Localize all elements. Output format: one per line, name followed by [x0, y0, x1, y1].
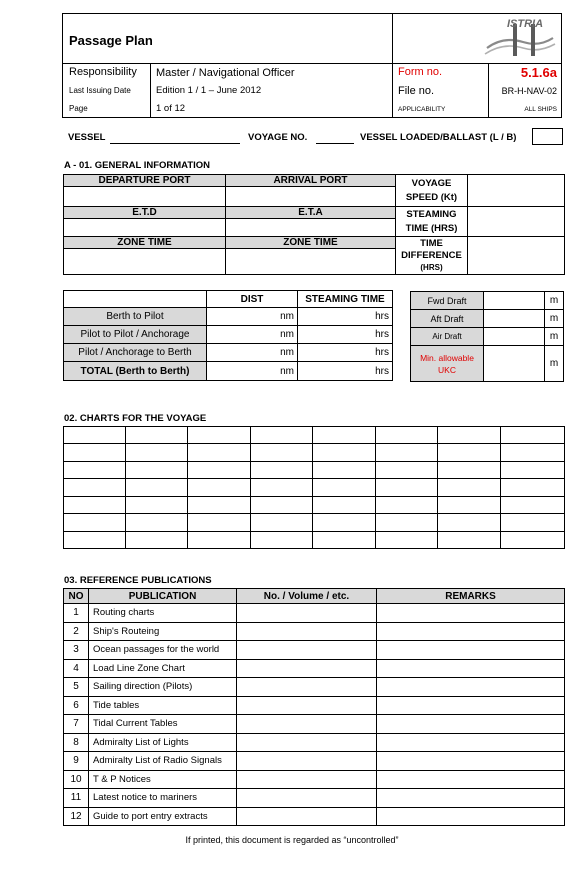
table-row	[411, 328, 564, 346]
vessel-field[interactable]	[110, 132, 240, 144]
table-row	[64, 514, 565, 532]
zone-time-header-2: ZONE TIME	[226, 237, 396, 249]
table-row	[64, 696, 565, 715]
table-row	[411, 346, 564, 382]
steaming-time-header: STEAMING TIME	[298, 291, 393, 308]
table-row	[64, 308, 393, 326]
remarks-field[interactable]	[377, 752, 565, 771]
zone-time-field-1[interactable]	[64, 249, 226, 275]
dist-unit[interactable]: nm	[207, 308, 298, 326]
chart-cell[interactable]	[376, 427, 438, 444]
table-row	[64, 427, 565, 444]
publication-no: 6	[64, 696, 89, 715]
chart-cell[interactable]	[376, 444, 438, 462]
chart-cell[interactable]	[64, 514, 126, 532]
chart-cell[interactable]	[251, 496, 313, 514]
publication-no: 8	[64, 733, 89, 752]
publication-no: 7	[64, 715, 89, 734]
publication-name: Tidal Current Tables	[89, 715, 237, 734]
chart-cell[interactable]	[313, 461, 376, 479]
eta-field[interactable]	[226, 219, 396, 237]
table-row	[64, 362, 393, 381]
table-row	[64, 444, 565, 462]
loaded-ballast-label: VESSEL LOADED/BALLAST (L / B)	[360, 132, 517, 143]
departure-port-header: DEPARTURE PORT	[64, 175, 226, 187]
chart-cell[interactable]	[501, 531, 565, 549]
publication-no: 5	[64, 678, 89, 697]
table-row	[64, 807, 565, 826]
min-ukc-label: Min. allowable UKC	[411, 346, 484, 382]
steaming-time-field[interactable]	[468, 207, 565, 237]
steam-unit[interactable]: hrs	[298, 326, 393, 344]
form-no-label: Form no.	[398, 66, 443, 78]
chart-cell[interactable]	[64, 479, 126, 497]
chart-cell[interactable]	[126, 444, 188, 462]
voyage-speed-label: VOYAGE SPEED (Kt)	[396, 175, 468, 207]
responsibility-value: Master / Navigational Officer	[156, 67, 295, 79]
publication-name: Routing charts	[89, 604, 237, 623]
chart-cell[interactable]	[501, 479, 565, 497]
publication-name: Ocean passages for the world	[89, 641, 237, 660]
table-row	[64, 715, 565, 734]
publication-header: PUBLICATION	[89, 589, 237, 604]
chart-cell[interactable]	[64, 461, 126, 479]
steam-unit[interactable]: hrs	[298, 362, 393, 381]
dist-header: DIST	[207, 291, 298, 308]
logo-text: ISTRIA	[507, 18, 544, 30]
footer-note: If printed, this document is regarded as “uncontrolled”	[185, 835, 399, 845]
volume-field[interactable]	[237, 807, 377, 826]
draft-unit: m	[545, 292, 564, 310]
steaming-time-label: STEAMING TIME (HRS)	[396, 207, 468, 237]
table-row	[64, 659, 565, 678]
table-row	[64, 641, 565, 660]
table-row	[64, 789, 565, 808]
remarks-field[interactable]	[377, 659, 565, 678]
steam-unit[interactable]: hrs	[298, 308, 393, 326]
page-label: Page	[69, 104, 88, 113]
volume-field[interactable]	[237, 733, 377, 752]
dist-unit[interactable]: nm	[207, 326, 298, 344]
publication-no: 10	[64, 770, 89, 789]
chart-cell[interactable]	[126, 479, 188, 497]
chart-cell[interactable]	[501, 461, 565, 479]
chart-cell[interactable]	[313, 427, 376, 444]
page-title: Passage Plan	[69, 33, 153, 48]
voyage-speed-field[interactable]	[468, 175, 565, 207]
distance-table	[63, 290, 393, 381]
air-draft-field[interactable]	[484, 328, 545, 346]
chart-cell[interactable]	[126, 496, 188, 514]
chart-cell[interactable]	[251, 444, 313, 462]
chart-cell[interactable]	[126, 461, 188, 479]
time-difference-field[interactable]	[468, 237, 565, 275]
chart-cell[interactable]	[376, 531, 438, 549]
table-row	[411, 292, 564, 310]
voyage-no-field[interactable]	[316, 132, 354, 144]
draft-unit: m	[545, 328, 564, 346]
chart-cell[interactable]	[188, 496, 251, 514]
chart-cell[interactable]	[438, 427, 501, 444]
volume-field[interactable]	[237, 622, 377, 641]
chart-cell[interactable]	[376, 461, 438, 479]
responsibility-label: Responsibility	[69, 66, 137, 78]
header-box	[62, 13, 562, 118]
publication-no: 12	[64, 807, 89, 826]
volume-header: No. / Volume / etc.	[237, 589, 377, 604]
chart-cell[interactable]	[313, 531, 376, 549]
volume-field[interactable]	[237, 789, 377, 808]
chart-cell[interactable]	[64, 427, 126, 444]
distance-row-label: Berth to Pilot	[64, 308, 207, 326]
table-row	[64, 622, 565, 641]
table-row	[411, 310, 564, 328]
publication-no: 11	[64, 789, 89, 808]
chart-cell[interactable]	[313, 479, 376, 497]
table-row	[64, 479, 565, 497]
chart-cell[interactable]	[251, 479, 313, 497]
applicability-label: APPLICABILITY	[398, 106, 446, 113]
table-row	[64, 461, 565, 479]
publication-name: Guide to port entry extracts	[89, 807, 237, 826]
remarks-field[interactable]	[377, 696, 565, 715]
time-difference-label: TIME DIFFERENCE (HRS)	[396, 237, 468, 275]
table-row	[64, 604, 565, 623]
page-value: 1 of 12	[156, 103, 186, 114]
publication-no: 2	[64, 622, 89, 641]
chart-cell[interactable]	[188, 531, 251, 549]
volume-field[interactable]	[237, 641, 377, 660]
chart-cell[interactable]	[501, 444, 565, 462]
table-row	[64, 752, 565, 771]
min-ukc-field[interactable]	[484, 346, 545, 382]
chart-cell[interactable]	[126, 427, 188, 444]
dist-unit[interactable]: nm	[207, 362, 298, 381]
distance-total-label: TOTAL (Berth to Berth)	[64, 362, 207, 381]
charts-title: 02. CHARTS FOR THE VOYAGE	[64, 413, 207, 424]
general-info-table	[63, 174, 565, 275]
volume-field[interactable]	[237, 659, 377, 678]
remarks-field[interactable]	[377, 715, 565, 734]
remarks-field[interactable]	[377, 789, 565, 808]
publication-name: Load Line Zone Chart	[89, 659, 237, 678]
publication-name: Sailing direction (Pilots)	[89, 678, 237, 697]
aft-draft-label: Aft Draft	[411, 310, 484, 328]
arrival-port-field[interactable]	[226, 187, 396, 207]
publication-name: T & P Notices	[89, 770, 237, 789]
fwd-draft-label: Fwd Draft	[411, 292, 484, 310]
last-issuing-date-label: Last Issuing Date	[69, 86, 131, 95]
no-header: NO	[64, 589, 89, 604]
publication-name: Admiralty List of Lights	[89, 733, 237, 752]
chart-cell[interactable]	[188, 514, 251, 532]
chart-cell[interactable]	[376, 479, 438, 497]
chart-cell[interactable]	[313, 514, 376, 532]
table-row	[64, 326, 393, 344]
file-no-label: File no.	[398, 85, 435, 97]
drafts-table	[410, 291, 564, 382]
remarks-field[interactable]	[377, 807, 565, 826]
chart-cell[interactable]	[188, 427, 251, 444]
loaded-ballast-box[interactable]	[532, 128, 563, 145]
aft-draft-field[interactable]	[484, 310, 545, 328]
chart-cell[interactable]	[188, 444, 251, 462]
publication-name: Tide tables	[89, 696, 237, 715]
table-row	[64, 531, 565, 549]
vessel-label: VESSEL	[68, 132, 106, 143]
chart-cell[interactable]	[313, 496, 376, 514]
table-row	[64, 496, 565, 514]
charts-grid	[63, 426, 565, 549]
chart-cell[interactable]	[376, 514, 438, 532]
voyage-no-label: VOYAGE NO.	[248, 132, 308, 143]
chart-cell[interactable]	[64, 444, 126, 462]
departure-port-field[interactable]	[64, 187, 226, 207]
eta-header: E.T.A	[226, 207, 396, 219]
remarks-header: REMARKS	[377, 589, 565, 604]
publications-table	[63, 588, 565, 826]
draft-unit: m	[545, 310, 564, 328]
table-row	[64, 344, 393, 362]
chart-cell[interactable]	[251, 531, 313, 549]
chart-cell[interactable]	[438, 531, 501, 549]
zone-time-field-2[interactable]	[226, 249, 396, 275]
chart-cell[interactable]	[438, 514, 501, 532]
applicability-value: ALL SHIPS	[524, 106, 557, 113]
volume-field[interactable]	[237, 770, 377, 789]
zone-time-header-1: ZONE TIME	[64, 237, 226, 249]
publication-no: 1	[64, 604, 89, 623]
distance-row-label: Pilot to Pilot / Anchorage	[64, 326, 207, 344]
chart-cell[interactable]	[376, 496, 438, 514]
chart-cell[interactable]	[438, 461, 501, 479]
remarks-field[interactable]	[377, 678, 565, 697]
table-row	[64, 770, 565, 789]
remarks-field[interactable]	[377, 770, 565, 789]
distance-row-label: Pilot / Anchorage to Berth	[64, 344, 207, 362]
publication-no: 9	[64, 752, 89, 771]
chart-cell[interactable]	[188, 479, 251, 497]
publication-name: Latest notice to mariners	[89, 789, 237, 808]
air-draft-label: Air Draft	[411, 328, 484, 346]
chart-cell[interactable]	[251, 461, 313, 479]
chart-cell[interactable]	[64, 531, 126, 549]
table-row	[64, 678, 565, 697]
chart-cell[interactable]	[126, 531, 188, 549]
etd-field[interactable]	[64, 219, 226, 237]
publication-name: Ship's Routeing	[89, 622, 237, 641]
steam-unit[interactable]: hrs	[298, 344, 393, 362]
chart-cell[interactable]	[251, 514, 313, 532]
ukc-unit: m	[545, 346, 564, 382]
general-info-title: A - 01. GENERAL INFORMATION	[64, 160, 211, 171]
chart-cell[interactable]	[313, 444, 376, 462]
remarks-field[interactable]	[377, 604, 565, 623]
volume-field[interactable]	[237, 604, 377, 623]
volume-field[interactable]	[237, 715, 377, 734]
volume-field[interactable]	[237, 752, 377, 771]
volume-field[interactable]	[237, 678, 377, 697]
chart-cell[interactable]	[438, 444, 501, 462]
volume-field[interactable]	[237, 696, 377, 715]
chart-cell[interactable]	[501, 427, 565, 444]
chart-cell[interactable]	[126, 514, 188, 532]
table-row	[64, 733, 565, 752]
chart-cell[interactable]	[501, 496, 565, 514]
chart-cell[interactable]	[438, 479, 501, 497]
fwd-draft-field[interactable]	[484, 292, 545, 310]
chart-cell[interactable]	[501, 514, 565, 532]
chart-cell[interactable]	[251, 427, 313, 444]
etd-header: E.T.D	[64, 207, 226, 219]
publication-no: 4	[64, 659, 89, 678]
publications-title: 03. REFERENCE PUBLICATIONS	[64, 575, 212, 586]
publication-name: Admiralty List of Radio Signals	[89, 752, 237, 771]
remarks-field[interactable]	[377, 622, 565, 641]
chart-cell[interactable]	[438, 496, 501, 514]
last-issuing-date-value: Edition 1 / 1 – June 2012	[156, 85, 262, 96]
dist-unit[interactable]: nm	[207, 344, 298, 362]
chart-cell[interactable]	[188, 461, 251, 479]
form-no-value: 5.1.6a	[520, 65, 557, 80]
arrival-port-header: ARRIVAL PORT	[226, 175, 396, 187]
file-no-value: BR-H-NAV-02	[501, 86, 557, 96]
publication-no: 3	[64, 641, 89, 660]
remarks-field[interactable]	[377, 641, 565, 660]
remarks-field[interactable]	[377, 733, 565, 752]
chart-cell[interactable]	[64, 496, 126, 514]
